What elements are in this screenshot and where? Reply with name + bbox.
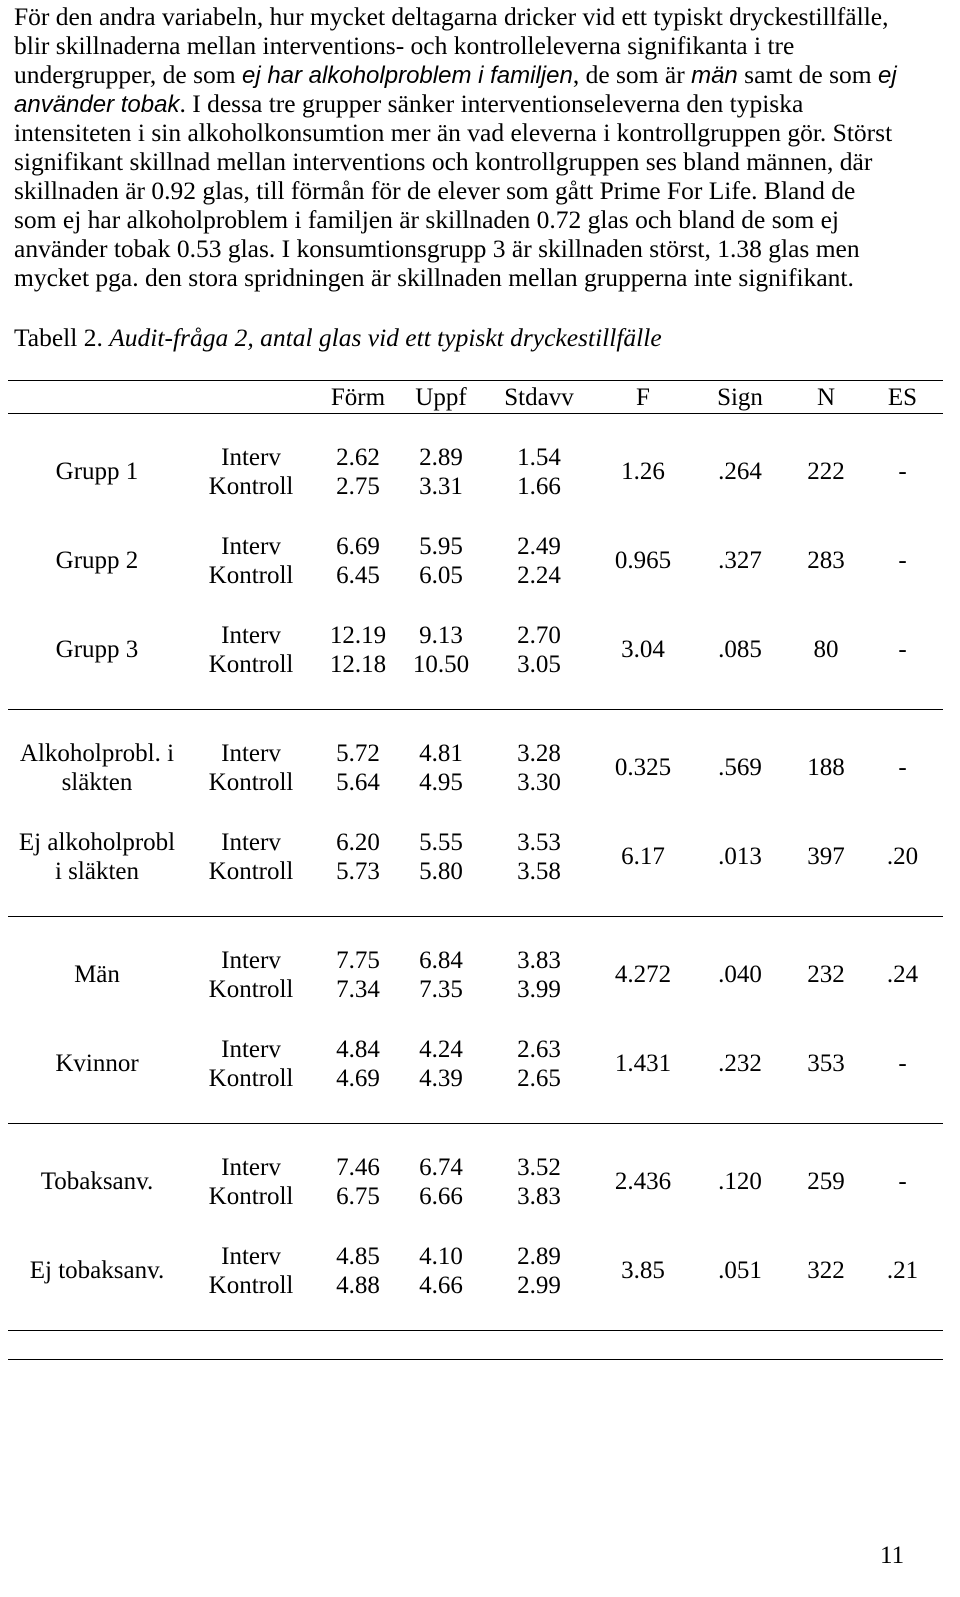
condition-label: Kontroll <box>208 976 294 1003</box>
sign-value: .569 <box>718 754 762 782</box>
table-row <box>8 724 943 813</box>
form-value: 6.45 <box>336 562 380 589</box>
row-label <box>8 960 186 990</box>
n-value: 188 <box>807 754 845 782</box>
row-label-line: Grupp 3 <box>55 636 139 664</box>
condition-label: Interv <box>221 443 281 471</box>
paragraph-line: För den andra variabeln, hur mycket deltagarna dricker vid ett typiskt dryckestillfälle, <box>14 2 889 31</box>
condition-cell <box>186 443 316 502</box>
uppf-value: 4.66 <box>419 1272 463 1299</box>
emphasis-text: män <box>691 62 738 89</box>
form-cell <box>316 1242 400 1301</box>
table-section <box>8 1124 943 1331</box>
row-label <box>8 1049 186 1079</box>
row-label <box>8 635 186 665</box>
condition-cell <box>186 1242 316 1301</box>
uppf-value: 2.89 <box>419 443 463 471</box>
uppf-value: 6.05 <box>419 562 463 589</box>
stdavv-value: 1.54 <box>517 443 561 471</box>
paragraph-text: samt de som <box>737 60 879 89</box>
table-row <box>8 813 943 902</box>
uppf-value: 4.24 <box>419 1035 463 1063</box>
uppf-cell <box>400 1153 482 1212</box>
form-cell <box>316 1035 400 1094</box>
stdavv-value: 2.65 <box>517 1065 561 1092</box>
page-number: 11 <box>880 1542 905 1569</box>
stdavv-cell <box>482 532 596 591</box>
paragraph-line: mycket pga. den stora spridningen är skillnaden mellan grupperna inte signifikant. <box>14 263 854 292</box>
row-label <box>8 1167 186 1197</box>
stdavv-value: 2.63 <box>517 1035 561 1063</box>
form-value: 4.85 <box>336 1242 380 1270</box>
uppf-cell <box>400 1242 482 1301</box>
form-value: 5.64 <box>336 769 380 796</box>
row-label-line: Alkoholprobl. i <box>19 739 175 767</box>
row-label <box>8 546 186 576</box>
table-row <box>8 1020 943 1109</box>
row-label <box>8 457 186 487</box>
condition-cell <box>186 1153 316 1212</box>
es-value: - <box>898 458 907 486</box>
row-label <box>8 739 186 798</box>
condition-cell <box>186 828 316 887</box>
form-value: 12.18 <box>329 651 387 678</box>
row-label <box>8 828 186 887</box>
stdavv-value: 2.89 <box>517 1242 561 1270</box>
form-value: 4.84 <box>336 1035 380 1063</box>
row-label-line: Grupp 1 <box>55 458 139 486</box>
n-value: 353 <box>807 1050 845 1078</box>
table-section <box>8 414 943 710</box>
es-value: - <box>898 1050 907 1078</box>
form-value: 6.69 <box>336 532 380 560</box>
condition-label: Interv <box>221 1153 281 1181</box>
stdavv-value: 3.30 <box>517 769 561 796</box>
uppf-cell <box>400 828 482 887</box>
header-form: Förm <box>330 383 386 411</box>
form-value: 6.75 <box>336 1183 380 1210</box>
form-value: 4.69 <box>336 1065 380 1092</box>
condition-label: Interv <box>221 828 281 856</box>
paragraph-text: undergrupper, de som <box>14 60 242 89</box>
f-value: 1.26 <box>621 458 665 486</box>
f-value: 3.85 <box>621 1257 665 1285</box>
table-row <box>8 1227 943 1316</box>
form-value: 4.88 <box>336 1272 380 1299</box>
row-label-line: Kvinnor <box>55 1050 139 1078</box>
condition-label: Kontroll <box>208 473 294 500</box>
condition-label: Interv <box>221 946 281 974</box>
row-label-line: i släkten <box>54 858 139 885</box>
uppf-value: 5.95 <box>419 532 463 560</box>
uppf-value: 6.66 <box>419 1183 463 1210</box>
sign-value: .232 <box>718 1050 762 1078</box>
condition-label: Kontroll <box>208 562 294 589</box>
stdavv-cell <box>482 443 596 502</box>
condition-label: Interv <box>221 1035 281 1063</box>
stdavv-value: 3.05 <box>517 651 561 678</box>
paragraph-line <box>14 60 897 89</box>
stdavv-value: 2.70 <box>517 621 561 649</box>
body-paragraph <box>14 2 897 292</box>
n-value: 259 <box>807 1168 845 1196</box>
table-caption <box>14 323 662 352</box>
f-value: 2.436 <box>614 1168 672 1196</box>
form-value: 12.19 <box>329 621 387 649</box>
n-value: 397 <box>807 843 845 871</box>
form-value: 7.46 <box>336 1153 380 1181</box>
uppf-value: 4.81 <box>419 739 463 767</box>
uppf-value: 4.10 <box>419 1242 463 1270</box>
paragraph-line: skillnaden är 0.92 glas, till förmån för de elever som gått Prime For Life. Bland de <box>14 176 856 205</box>
uppf-value: 4.39 <box>419 1065 463 1092</box>
paragraph-line: använder tobak 0.53 glas. I konsumtionsgrupp 3 är skillnaden störst, 1.38 glas men <box>14 234 860 263</box>
table-row <box>8 517 943 606</box>
table-bottom-rule <box>8 1359 943 1360</box>
uppf-cell <box>400 443 482 502</box>
condition-label: Kontroll <box>208 1272 294 1299</box>
form-value: 7.34 <box>336 976 380 1003</box>
form-value: 5.73 <box>336 858 380 885</box>
es-value: .20 <box>886 843 919 871</box>
row-label-line: Ej alkoholprobl <box>18 828 176 856</box>
paragraph-line: signifikant skillnad mellan interventions och kontrollgruppen ses bland männen, där <box>14 147 873 176</box>
condition-label: Interv <box>221 621 281 649</box>
condition-label: Kontroll <box>208 858 294 885</box>
stdavv-cell <box>482 621 596 680</box>
stdavv-value: 2.49 <box>517 532 561 560</box>
stdavv-cell <box>482 1242 596 1301</box>
form-value: 6.20 <box>336 828 380 856</box>
uppf-value: 5.55 <box>419 828 463 856</box>
condition-cell <box>186 946 316 1005</box>
condition-label: Kontroll <box>208 1065 294 1092</box>
condition-cell <box>186 739 316 798</box>
uppf-value: 5.80 <box>419 858 463 885</box>
table-body <box>8 414 943 1331</box>
uppf-value: 3.31 <box>419 473 463 500</box>
stdavv-value: 1.66 <box>517 473 561 500</box>
uppf-value: 6.84 <box>419 946 463 974</box>
row-label-line: Män <box>74 961 120 989</box>
table-row <box>8 606 943 695</box>
row-label <box>8 1256 186 1286</box>
uppf-cell <box>400 739 482 798</box>
stdavv-value: 3.58 <box>517 858 561 885</box>
uppf-cell <box>400 1035 482 1094</box>
uppf-cell <box>400 946 482 1005</box>
form-cell <box>316 532 400 591</box>
uppf-value: 9.13 <box>419 621 463 649</box>
table-row <box>8 931 943 1020</box>
table-section <box>8 710 943 917</box>
paragraph-line <box>14 89 897 118</box>
f-value: 0.325 <box>614 754 672 782</box>
table-caption-title: Audit-fråga 2, antal glas vid ett typiskt dryckestillfälle <box>109 323 662 352</box>
es-value: .21 <box>886 1257 919 1285</box>
table-row <box>8 428 943 517</box>
n-value: 222 <box>807 458 845 486</box>
es-value: - <box>898 547 907 575</box>
sign-value: .013 <box>718 843 762 871</box>
form-cell <box>316 739 400 798</box>
form-value: 2.75 <box>336 473 380 500</box>
uppf-cell <box>400 532 482 591</box>
stdavv-value: 3.28 <box>517 739 561 767</box>
sign-value: .327 <box>718 547 762 575</box>
uppf-value: 6.74 <box>419 1153 463 1181</box>
row-label-line: släkten <box>61 769 133 796</box>
paragraph-line: som ej har alkoholproblem i familjen är skillnaden 0.72 glas och bland de som ej <box>14 205 840 234</box>
f-value: 6.17 <box>621 843 665 871</box>
header-n: N <box>816 383 836 411</box>
stdavv-cell <box>482 739 596 798</box>
n-value: 322 <box>807 1257 845 1285</box>
stdavv-cell <box>482 1035 596 1094</box>
stdavv-cell <box>482 1153 596 1212</box>
sign-value: .051 <box>718 1257 762 1285</box>
row-label-line: Tobaksanv. <box>40 1168 154 1196</box>
n-value: 283 <box>807 547 845 575</box>
emphasis-text: ej har alkoholproblem i familjen <box>241 62 573 89</box>
es-value: .24 <box>886 961 919 989</box>
es-value: - <box>898 1168 907 1196</box>
header-sign: Sign <box>717 383 763 411</box>
uppf-value: 7.35 <box>419 976 463 1003</box>
emphasis-text: ej <box>878 62 897 89</box>
condition-label: Interv <box>221 1242 281 1270</box>
stdavv-value: 3.52 <box>517 1153 561 1181</box>
paragraph-text: , de som är <box>572 60 692 89</box>
row-label-line: Grupp 2 <box>55 547 139 575</box>
form-cell <box>316 443 400 502</box>
results-table <box>8 380 943 1360</box>
form-value: 7.75 <box>336 946 380 974</box>
condition-cell <box>186 532 316 591</box>
stdavv-value: 3.53 <box>517 828 561 856</box>
form-cell <box>316 1153 400 1212</box>
row-label-line: Ej tobaksanv. <box>29 1257 165 1285</box>
f-value: 0.965 <box>614 547 672 575</box>
es-value: - <box>898 636 907 664</box>
f-value: 3.04 <box>621 636 665 664</box>
n-value: 80 <box>813 636 839 664</box>
sign-value: .040 <box>718 961 762 989</box>
condition-cell <box>186 621 316 680</box>
stdavv-value: 3.99 <box>517 976 561 1003</box>
stdavv-value: 2.99 <box>517 1272 561 1299</box>
table-section <box>8 917 943 1124</box>
condition-label: Kontroll <box>208 1183 294 1210</box>
condition-label: Interv <box>221 739 281 767</box>
stdavv-value: 3.83 <box>517 1183 561 1210</box>
header-uppf: Uppf <box>415 383 467 411</box>
table-header-row <box>8 380 943 414</box>
sign-value: .085 <box>718 636 762 664</box>
form-cell <box>316 946 400 1005</box>
condition-label: Kontroll <box>208 769 294 796</box>
sign-value: .120 <box>718 1168 762 1196</box>
paragraph-line: intensiteten i sin alkoholkonsumtion mer än vad eleverna i kontrollgruppen gör. Störst <box>14 118 893 147</box>
stdavv-cell <box>482 946 596 1005</box>
stdavv-value: 2.24 <box>517 562 561 589</box>
condition-label: Interv <box>221 532 281 560</box>
n-value: 232 <box>807 961 845 989</box>
header-stdavv: Stdavv <box>504 383 574 411</box>
condition-label: Kontroll <box>208 651 294 678</box>
form-value: 5.72 <box>336 739 380 767</box>
emphasis-text: använder tobak <box>14 91 180 118</box>
stdavv-cell <box>482 828 596 887</box>
uppf-value: 4.95 <box>419 769 463 796</box>
es-value: - <box>898 754 907 782</box>
form-value: 2.62 <box>336 443 380 471</box>
f-value: 1.431 <box>614 1050 672 1078</box>
uppf-value: 10.50 <box>412 651 470 678</box>
condition-cell <box>186 1035 316 1094</box>
table-caption-label: Tabell 2. <box>14 323 103 352</box>
stdavv-value: 3.83 <box>517 946 561 974</box>
paragraph-line: blir skillnaderna mellan interventions- och kontrolleleverna signifikanta i tre <box>14 31 795 60</box>
f-value: 4.272 <box>614 961 672 989</box>
uppf-cell <box>400 621 482 680</box>
table-row <box>8 1138 943 1227</box>
paragraph-text: . I dessa tre grupper sänker interventionseleverna den typiska <box>179 89 804 118</box>
form-cell <box>316 828 400 887</box>
sign-value: .264 <box>718 458 762 486</box>
header-f: F <box>636 383 650 411</box>
form-cell <box>316 621 400 680</box>
header-es: ES <box>887 383 918 411</box>
